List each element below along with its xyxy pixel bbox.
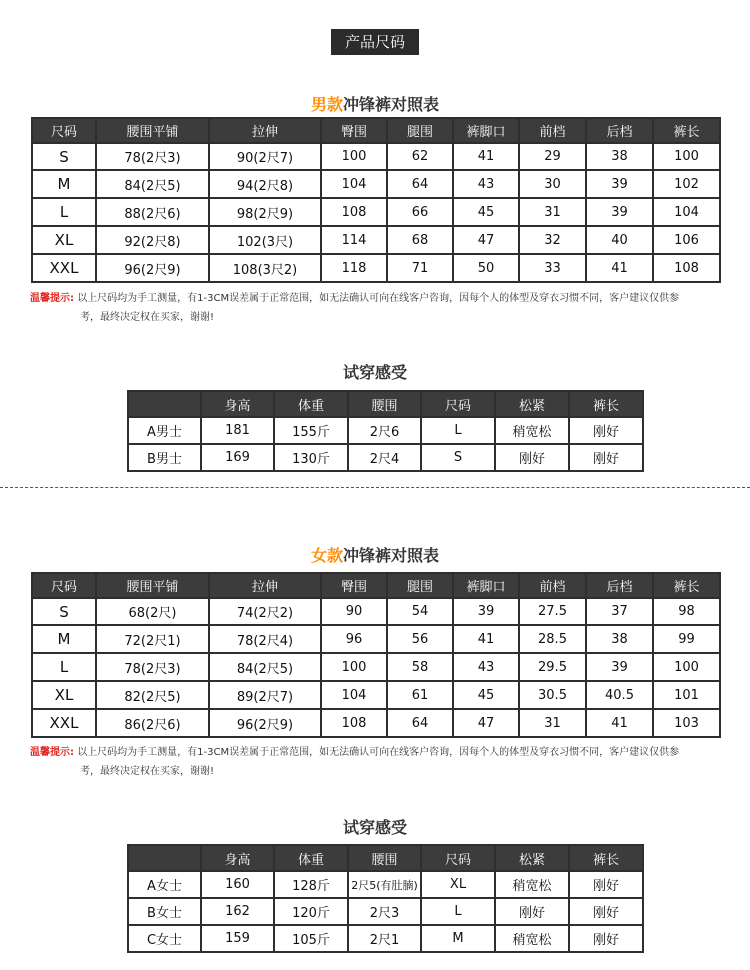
table-cell: 刚好	[569, 444, 643, 471]
header-cell: 身高	[201, 391, 274, 417]
table-row	[128, 898, 643, 925]
table-row	[32, 254, 720, 282]
table-cell: 78(2尺4)	[209, 625, 321, 653]
table-cell: B男士	[128, 444, 201, 471]
table-cell: 68(2尺)	[96, 598, 209, 625]
table-cell: 稍宽松	[495, 871, 569, 898]
table-cell: 78(2尺3)	[96, 653, 209, 681]
table-cell: 89(2尺7)	[209, 681, 321, 709]
table-cell: 47	[453, 226, 519, 254]
header-cell: 拉伸	[209, 573, 321, 598]
table-row	[128, 925, 643, 952]
table-cell: 2尺1	[348, 925, 421, 952]
header-cell: 裤脚口	[453, 573, 519, 598]
men-trial-title: 试穿感受	[342, 363, 407, 382]
table-cell: 刚好	[495, 898, 569, 925]
table-cell: 39	[453, 598, 519, 625]
table-cell: 43	[453, 653, 519, 681]
table-cell: 82(2尺5)	[96, 681, 209, 709]
table-cell: 108(3尺2)	[209, 254, 321, 282]
table-row	[128, 444, 643, 471]
women-trial-header-row	[128, 845, 643, 871]
header-cell: 拉伸	[209, 118, 321, 143]
table-row	[32, 198, 720, 226]
table-cell: 61	[387, 681, 453, 709]
table-cell: 33	[519, 254, 586, 282]
table-cell: 47	[453, 709, 519, 737]
table-cell: 102(3尺)	[209, 226, 321, 254]
table-cell: 56	[387, 625, 453, 653]
table-cell: 2尺6	[348, 417, 421, 444]
table-cell: XXL	[32, 709, 96, 737]
table-cell: 2尺3	[348, 898, 421, 925]
table-cell: 41	[586, 254, 653, 282]
table-cell: 128斤	[274, 871, 348, 898]
table-cell: 刚好	[569, 898, 643, 925]
table-row	[32, 226, 720, 254]
table-cell: L	[32, 198, 96, 226]
note-text-line1: 以上尺码均为手工测量，有1-3CM误差属于正常范围，如无法确认可向在线客户咨询，因每个人的体型及穿衣习惯不同，客户建议仅供参	[77, 293, 680, 304]
header-cell: 腰围平铺	[96, 573, 209, 598]
header-cell	[128, 845, 201, 871]
table-row	[32, 170, 720, 198]
table-cell: 108	[321, 709, 387, 737]
table-cell: 86(2尺6)	[96, 709, 209, 737]
women-size-note	[30, 743, 730, 781]
table-cell: 30.5	[519, 681, 586, 709]
table-cell: 2尺4	[348, 444, 421, 471]
table-cell: 102	[653, 170, 720, 198]
table-cell: 刚好	[495, 444, 569, 471]
table-cell: 43	[453, 170, 519, 198]
header-cell: 腰围	[348, 845, 421, 871]
table-row	[32, 681, 720, 709]
header-cell: 体重	[274, 845, 348, 871]
table-cell: 114	[321, 226, 387, 254]
table-cell: 99	[653, 625, 720, 653]
table-cell: 74(2尺2)	[209, 598, 321, 625]
section-banner: 产品尺码	[331, 29, 419, 55]
table-cell: 100	[653, 653, 720, 681]
table-cell: 68	[387, 226, 453, 254]
table-cell: 66	[387, 198, 453, 226]
table-cell: B女士	[128, 898, 201, 925]
note-text-line1: 以上尺码均为手工测量，有1-3CM误差属于正常范围，如无法确认可向在线客户咨询，因每个人的体型及穿衣习惯不同，客户建议仅供参	[77, 747, 680, 758]
table-cell: 41	[453, 625, 519, 653]
table-cell: 98	[653, 598, 720, 625]
header-cell: 体重	[274, 391, 348, 417]
table-cell: 39	[586, 198, 653, 226]
men-header-row	[32, 118, 720, 143]
table-cell: 27.5	[519, 598, 586, 625]
table-cell: 104	[321, 681, 387, 709]
table-cell: 100	[321, 143, 387, 170]
table-cell: 31	[519, 709, 586, 737]
table-cell: L	[32, 653, 96, 681]
men-title-rest: 冲锋裤对照表	[343, 95, 440, 114]
table-cell: 30	[519, 170, 586, 198]
table-cell: 120斤	[274, 898, 348, 925]
header-cell: 尺码	[421, 391, 495, 417]
table-cell: 118	[321, 254, 387, 282]
note-text-line2: 考，最终决定权在买家，谢谢!	[80, 766, 215, 777]
table-row	[128, 417, 643, 444]
table-cell: L	[421, 417, 495, 444]
header-cell: 腿围	[387, 573, 453, 598]
table-cell: 41	[586, 709, 653, 737]
header-cell: 裤长	[569, 391, 643, 417]
header-cell: 裤长	[653, 118, 720, 143]
table-cell: 38	[586, 625, 653, 653]
table-cell: A女士	[128, 871, 201, 898]
header-cell: 尺码	[32, 573, 96, 598]
header-cell: 裤脚口	[453, 118, 519, 143]
table-cell: 37	[586, 598, 653, 625]
table-cell: 105斤	[274, 925, 348, 952]
table-cell: 159	[201, 925, 274, 952]
table-cell: 45	[453, 198, 519, 226]
header-cell: 松紧	[495, 391, 569, 417]
women-size-table	[31, 572, 721, 738]
header-cell: 尺码	[32, 118, 96, 143]
table-cell: 103	[653, 709, 720, 737]
table-cell: 72(2尺1)	[96, 625, 209, 653]
women-header-row	[32, 573, 720, 598]
table-cell: 64	[387, 170, 453, 198]
table-cell: 64	[387, 709, 453, 737]
note-text-line2: 考，最终决定权在买家，谢谢!	[80, 312, 215, 323]
table-cell: 108	[653, 254, 720, 282]
table-row	[32, 653, 720, 681]
table-cell: 40	[586, 226, 653, 254]
table-cell: 98(2尺9)	[209, 198, 321, 226]
table-cell: 刚好	[569, 871, 643, 898]
men-size-table	[31, 117, 721, 283]
table-cell: 90(2尺7)	[209, 143, 321, 170]
table-cell: 104	[653, 198, 720, 226]
table-row	[32, 709, 720, 737]
table-cell: M	[421, 925, 495, 952]
table-cell: S	[32, 598, 96, 625]
table-cell: 169	[201, 444, 274, 471]
table-cell: 84(2尺5)	[209, 653, 321, 681]
table-cell: 94(2尺8)	[209, 170, 321, 198]
table-cell: 84(2尺5)	[96, 170, 209, 198]
table-cell: 刚好	[569, 925, 643, 952]
header-cell: 前档	[519, 573, 586, 598]
table-cell: XXL	[32, 254, 96, 282]
table-cell: 62	[387, 143, 453, 170]
table-cell: 29.5	[519, 653, 586, 681]
table-cell: 39	[586, 653, 653, 681]
table-cell: 50	[453, 254, 519, 282]
table-cell: S	[32, 143, 96, 170]
table-cell: 160	[201, 871, 274, 898]
table-cell: 31	[519, 198, 586, 226]
header-cell: 后档	[586, 118, 653, 143]
note-label: 温馨提示:	[30, 747, 74, 758]
women-trial-table	[127, 844, 644, 953]
table-cell: 58	[387, 653, 453, 681]
header-cell: 前档	[519, 118, 586, 143]
table-cell: 54	[387, 598, 453, 625]
table-cell: 96(2尺9)	[209, 709, 321, 737]
section-divider	[0, 487, 750, 488]
women-trial-title: 试穿感受	[342, 818, 407, 837]
table-cell: L	[421, 898, 495, 925]
table-cell: 108	[321, 198, 387, 226]
table-cell: 162	[201, 898, 274, 925]
table-cell: 40.5	[586, 681, 653, 709]
men-trial-table	[127, 390, 644, 472]
table-cell: 90	[321, 598, 387, 625]
table-cell: C女士	[128, 925, 201, 952]
women-title-rest: 冲锋裤对照表	[343, 546, 440, 565]
table-cell: 96	[321, 625, 387, 653]
table-cell: 29	[519, 143, 586, 170]
header-cell: 裤长	[653, 573, 720, 598]
men-trial-header-row	[128, 391, 643, 417]
table-cell: 155斤	[274, 417, 348, 444]
table-cell: 101	[653, 681, 720, 709]
header-cell: 腿围	[387, 118, 453, 143]
header-cell	[128, 391, 201, 417]
header-cell: 臀围	[321, 573, 387, 598]
table-cell: 39	[586, 170, 653, 198]
table-cell: 71	[387, 254, 453, 282]
men-title-highlight: 男款	[310, 95, 343, 114]
men-size-title	[0, 92, 750, 115]
table-cell: M	[32, 625, 96, 653]
table-cell: 稍宽松	[495, 925, 569, 952]
table-cell: 45	[453, 681, 519, 709]
table-cell: 稍宽松	[495, 417, 569, 444]
table-cell: XL	[32, 226, 96, 254]
table-cell: 106	[653, 226, 720, 254]
header-cell: 腰围	[348, 391, 421, 417]
header-cell: 臀围	[321, 118, 387, 143]
table-cell: 100	[653, 143, 720, 170]
header-cell: 尺码	[421, 845, 495, 871]
table-cell: 41	[453, 143, 519, 170]
table-row	[32, 143, 720, 170]
table-cell: 130斤	[274, 444, 348, 471]
table-cell: 刚好	[569, 417, 643, 444]
note-label: 温馨提示:	[30, 293, 74, 304]
table-cell: A男士	[128, 417, 201, 444]
table-cell: 32	[519, 226, 586, 254]
table-row	[128, 871, 643, 898]
table-cell: 28.5	[519, 625, 586, 653]
header-cell: 松紧	[495, 845, 569, 871]
table-row	[32, 625, 720, 653]
table-cell: XL	[421, 871, 495, 898]
table-cell: 181	[201, 417, 274, 444]
header-cell: 腰围平铺	[96, 118, 209, 143]
women-size-title	[0, 543, 750, 566]
table-cell: 92(2尺8)	[96, 226, 209, 254]
table-cell: M	[32, 170, 96, 198]
table-cell: 88(2尺6)	[96, 198, 209, 226]
women-title-highlight: 女款	[310, 546, 343, 565]
table-row	[32, 598, 720, 625]
table-cell: 96(2尺9)	[96, 254, 209, 282]
table-cell: S	[421, 444, 495, 471]
table-cell: 78(2尺3)	[96, 143, 209, 170]
men-size-note	[30, 289, 730, 327]
table-cell: 104	[321, 170, 387, 198]
header-cell: 后档	[586, 573, 653, 598]
table-cell: XL	[32, 681, 96, 709]
table-cell: 2尺5(有肚腩)	[348, 871, 421, 898]
table-cell: 100	[321, 653, 387, 681]
header-cell: 裤长	[569, 845, 643, 871]
header-cell: 身高	[201, 845, 274, 871]
table-cell: 38	[586, 143, 653, 170]
